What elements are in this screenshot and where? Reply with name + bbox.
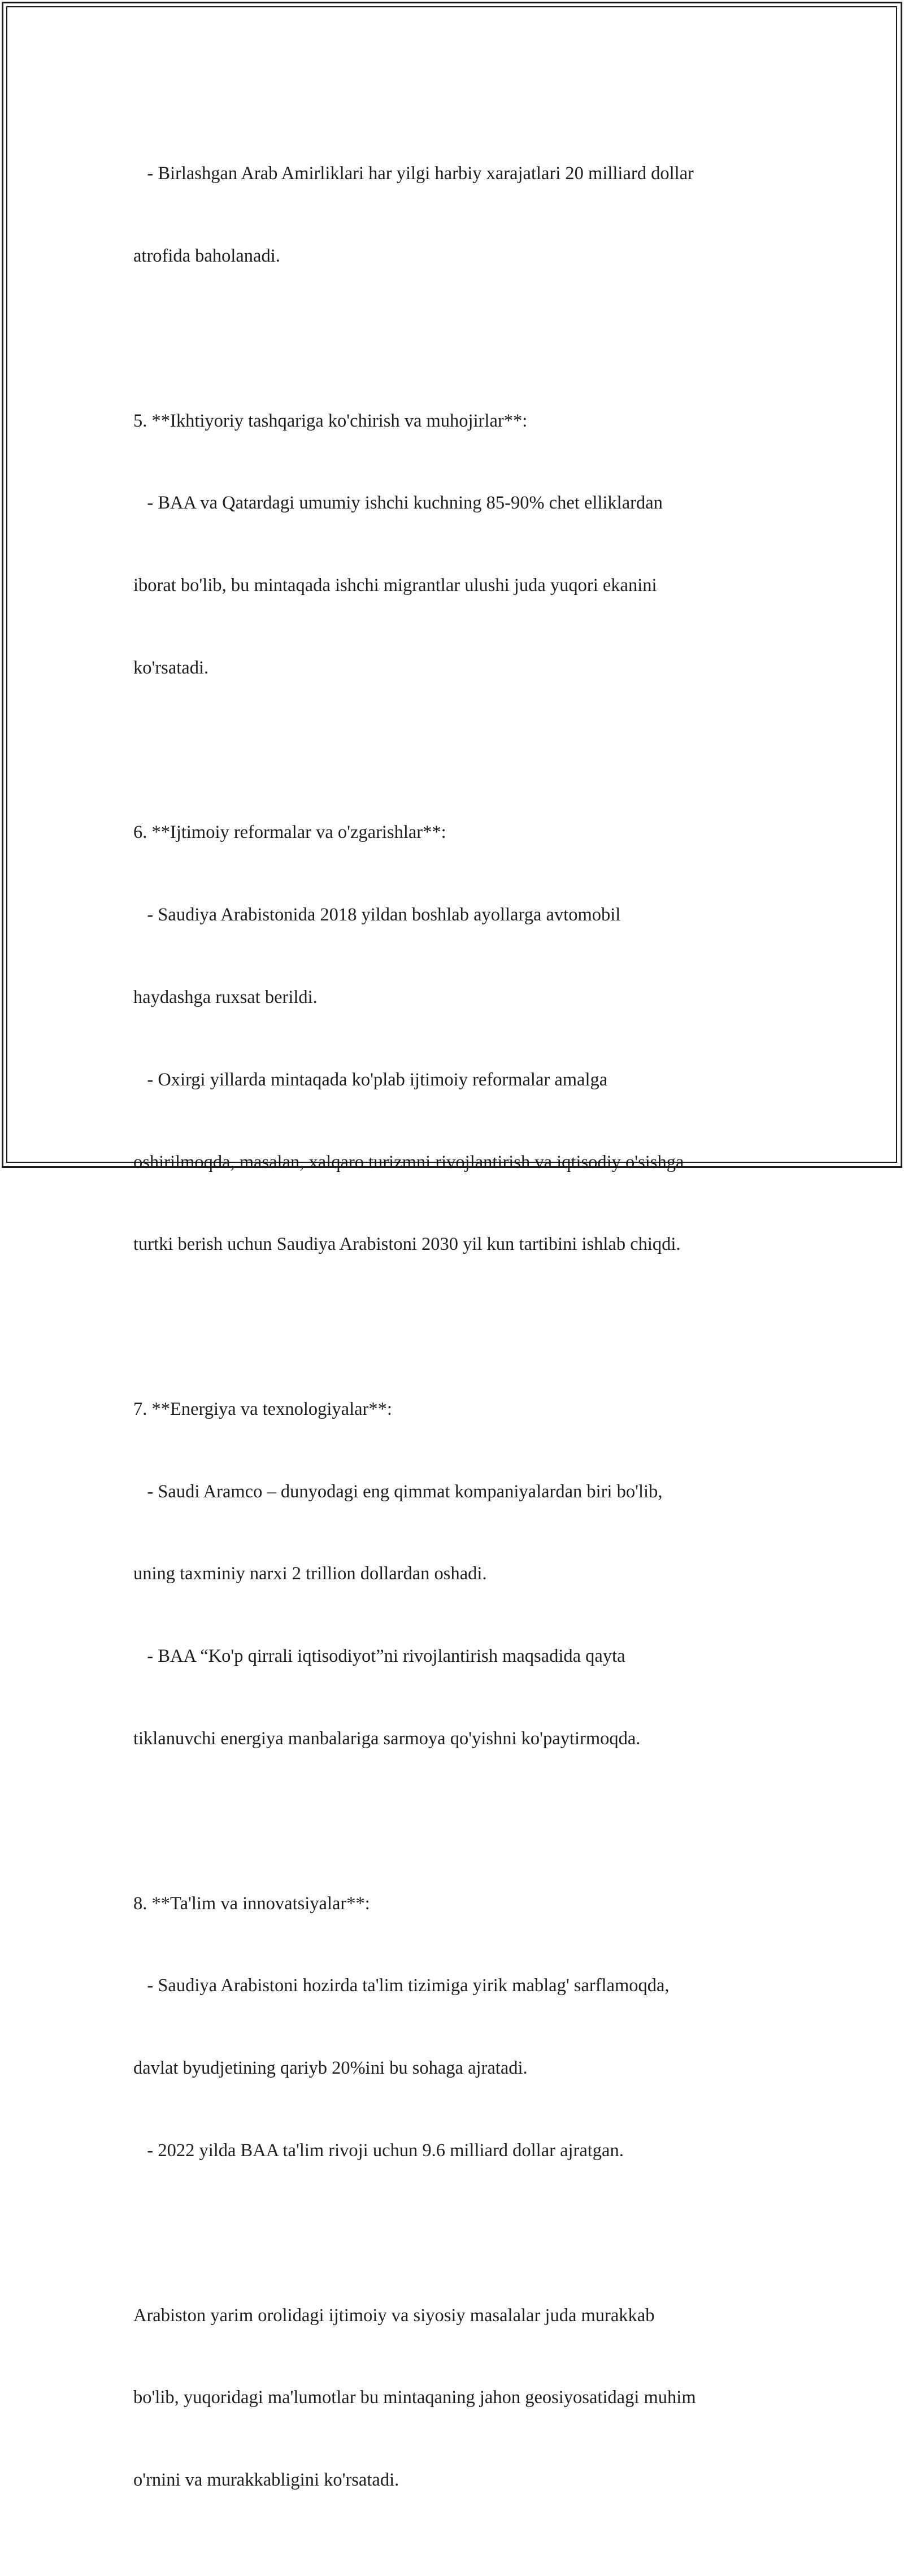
text-line: - Birlashgan Arab Amirliklari har yilgi harbiy xarajatlari 20 milliard dollar <box>133 163 694 184</box>
text-line: - 2022 yilda BAA ta'lim rivoji uchun 9.6 milliard dollar ajratgan. <box>133 2140 624 2161</box>
section-7-energy <box>133 1341 783 1808</box>
section-heading: 5. **Ikhtiyoriy tashqariga ko'chirish va muhojirlar**: <box>133 410 528 431</box>
paragraph-uae-military <box>133 105 783 325</box>
text-line: tiklanuvchi energiya manbalariga sarmoya qo'yishni ko'paytirmoqda. <box>133 1728 641 1749</box>
text-line: haydashga ruxsat berildi. <box>133 987 318 1007</box>
conclusion-paragraph <box>133 2247 783 2549</box>
text-line: Arabiston yarim orolidagi ijtimoiy va siyosiy masalalar juda murakkab <box>133 2305 655 2326</box>
text-line: atrofida baholanadi. <box>133 245 280 266</box>
text-line: iborat bo'lib, bu mintaqada ishchi migrantlar ulushi juda yuqori ekanini <box>133 575 657 596</box>
section-8-education <box>133 1835 783 2219</box>
text-line: - Oxirgi yillarda mintaqada ko'plab ijtimoiy reformalar amalga <box>133 1069 608 1090</box>
section-heading: 7. **Energiya va texnologiyalar**: <box>133 1398 392 1419</box>
text-line: ko'rsatadi. <box>133 657 209 678</box>
text-line: oshirilmoqda, masalan, xalqaro turizmni rivojlantirish va iqtisodiy o'sishga <box>133 1152 684 1172</box>
text-line: o'rnini va murakkabligini ko'rsatadi. <box>133 2470 399 2491</box>
section-5-migration <box>133 352 783 736</box>
text-line: bo'lib, yuqoridagi ma'lumotlar bu mintaqaning jahon geosiyosatidagi muhim <box>133 2387 696 2408</box>
text-line: - Saudiya Arabistoni hozirda ta'lim tizimiga yirik mablag' sarflamoqda, <box>133 1975 670 1996</box>
text-line: - Saudiya Arabistonida 2018 yildan boshlab ayollarga avtomobil <box>133 905 621 926</box>
text-line: uning taxminiy narxi 2 trillion dollardan oshadi. <box>133 1563 487 1584</box>
section-heading: 8. **Ta'lim va innovatsiyalar**: <box>133 1893 370 1914</box>
text-line: davlat byudjetining qariyb 20%ini bu sohaga ajratadi. <box>133 2058 528 2079</box>
text-line: - BAA “Ko'p qirrali iqtisodiyot”ni rivojlantirish maqsadida qayta <box>133 1646 625 1667</box>
section-6-social-reforms <box>133 764 783 1313</box>
document-body <box>133 105 783 2576</box>
text-line: - Saudi Aramco – dunyodagi eng qimmat kompaniyalardan biri bo'lib, <box>133 1481 663 1502</box>
section-heading: 6. **Ijtimoiy reformalar va o'zgarishlar**: <box>133 822 446 843</box>
text-line: - BAA va Qatardagi umumiy ishchi kuchning 85-90% chet elliklardan <box>133 493 663 514</box>
text-line: turtki berish uchun Saudiya Arabistoni 2030 yil kun tartibini ishlab chiqdi. <box>133 1234 681 1255</box>
